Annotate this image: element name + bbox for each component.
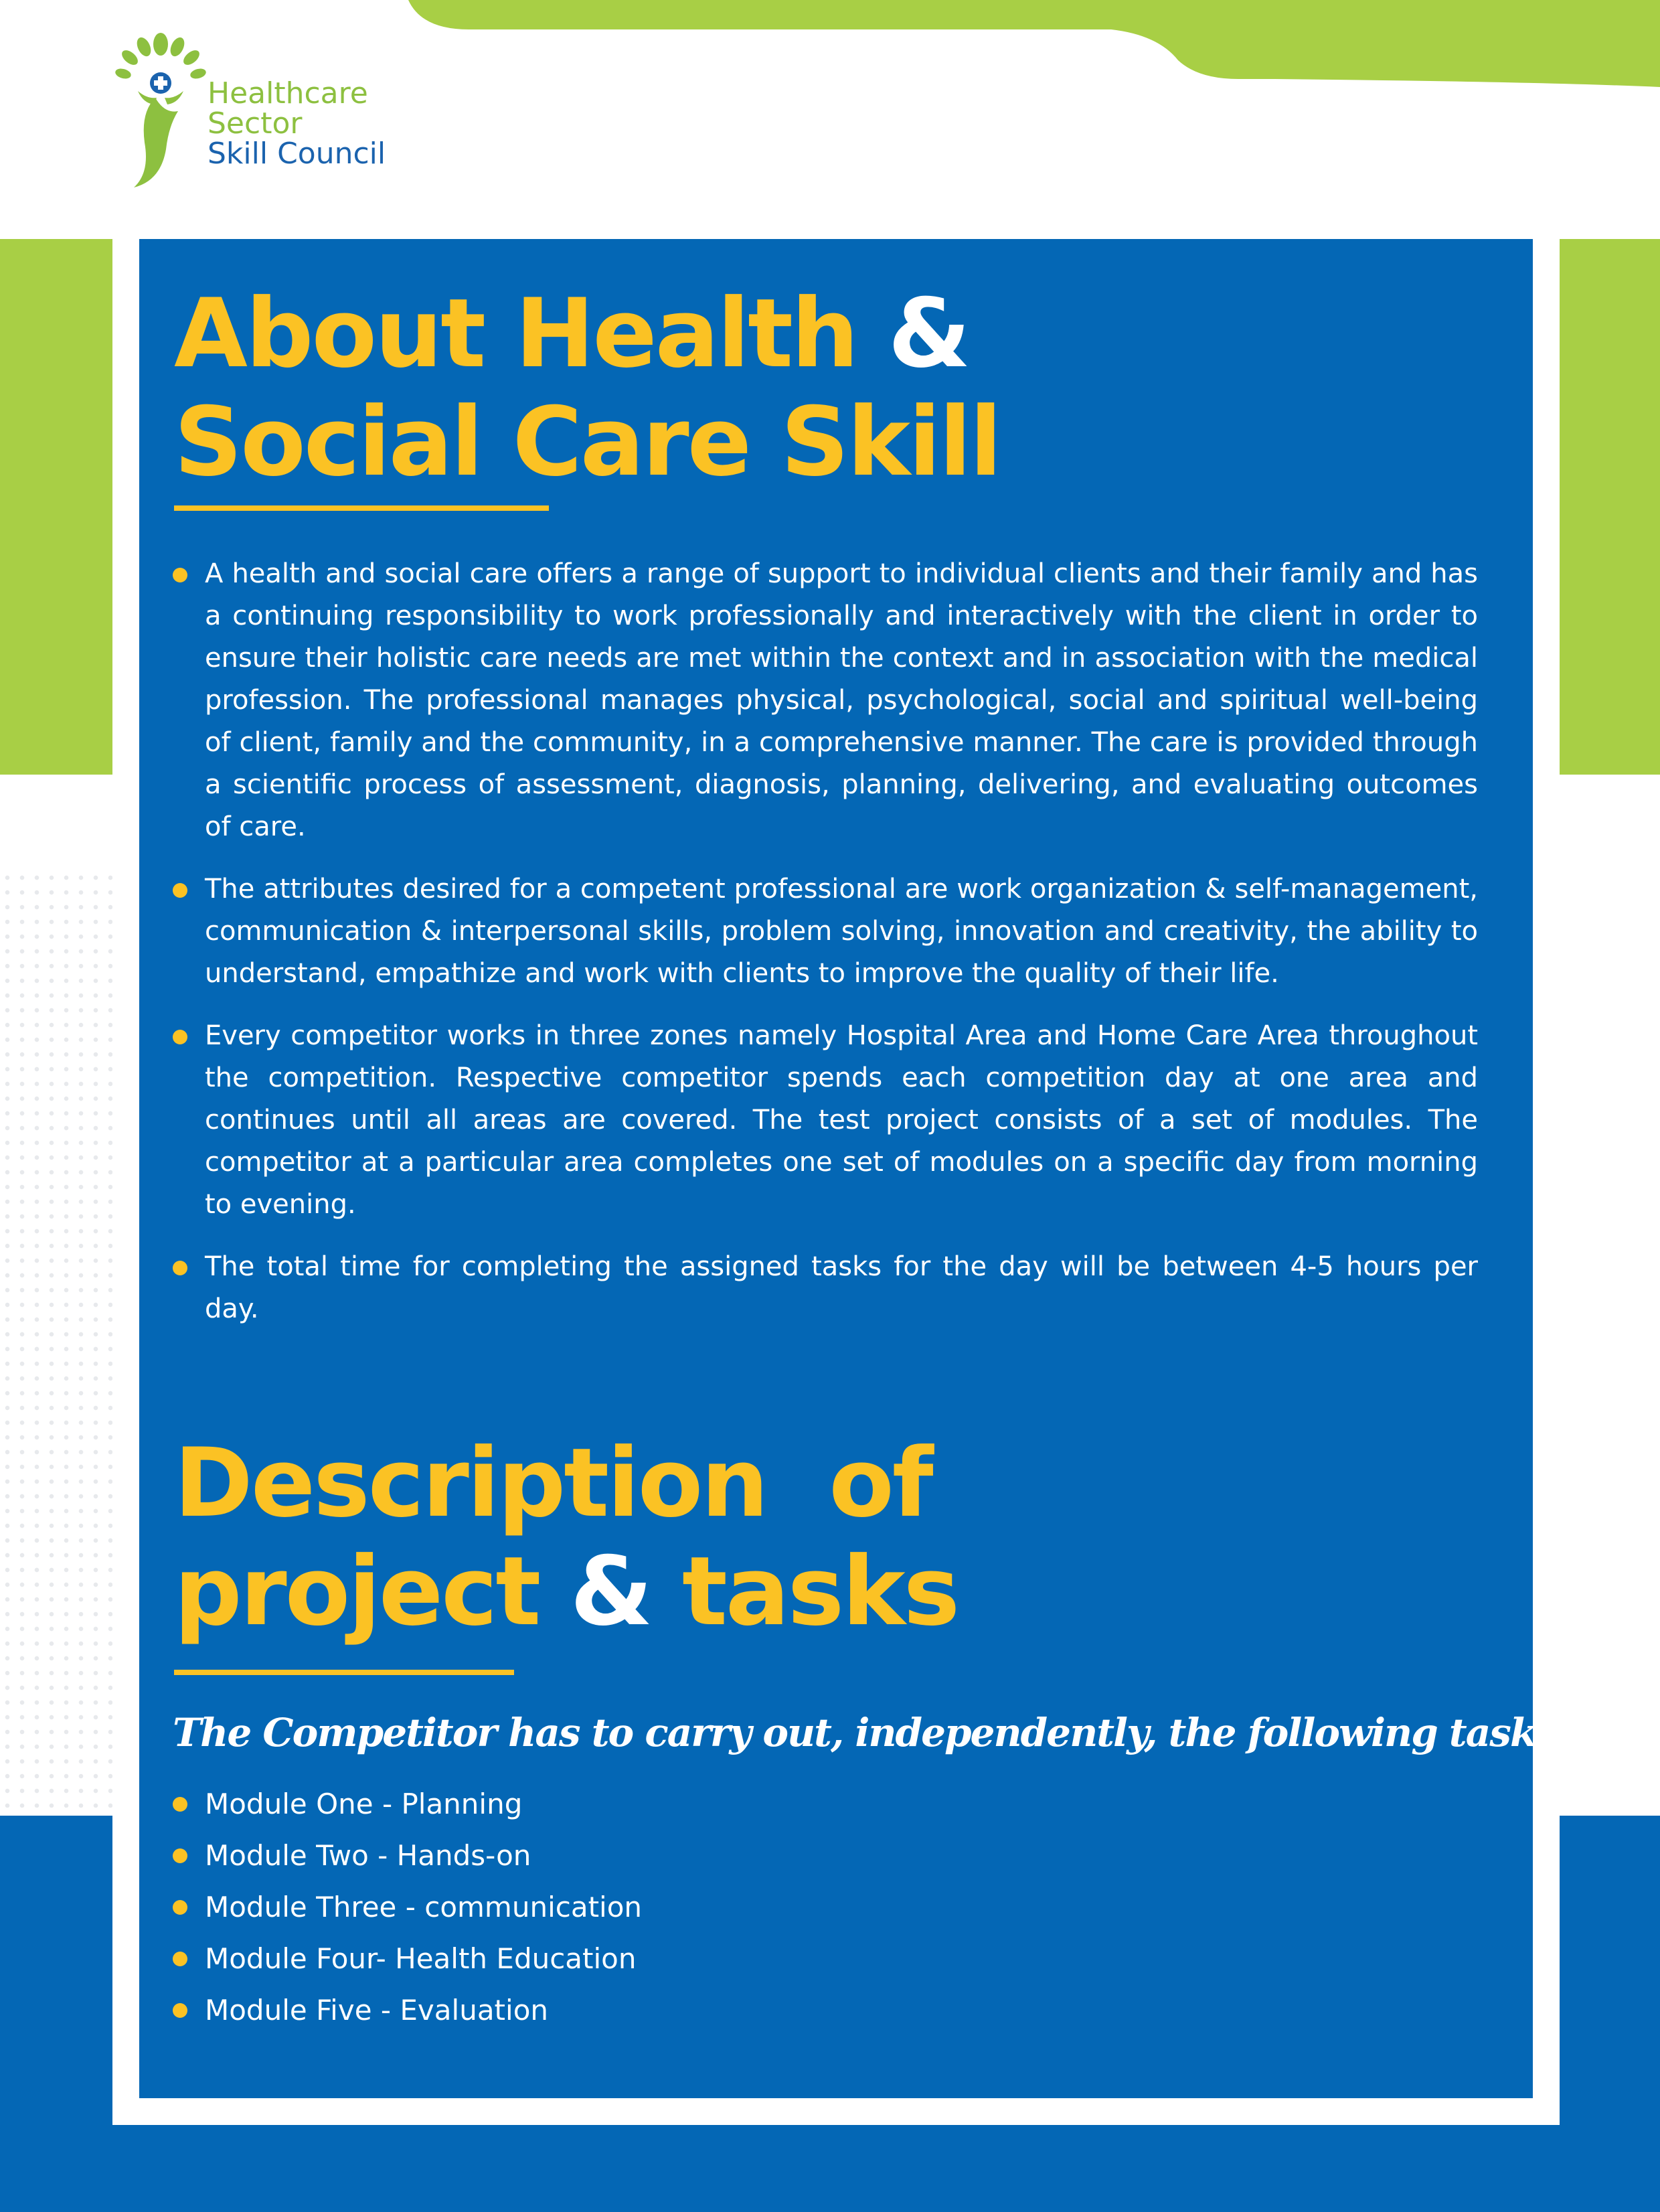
description-heading-amp: & [570, 1536, 651, 1647]
right-green-band [1560, 239, 1660, 775]
description-heading-part3: tasks [651, 1536, 959, 1647]
list-item: Every competitor works in three zones namely Hospital Area and Home Care Area throughout the competition. Respective competitor spends each competition day at one area and continues until all areas are covered. The test project consists of a set of modules. The competitor at a particular area completes one set of modules on a specific day from morning to evening. [173, 1015, 1478, 1226]
description-heading-part2: project [174, 1536, 570, 1647]
dot-pattern [0, 870, 112, 1808]
module-item: Module One - Planning [173, 1778, 1478, 1830]
logo [114, 32, 428, 193]
module-item: Module Five - Evaluation [173, 1984, 1478, 2036]
logo-line-healthcare: Healthcare [208, 76, 368, 110]
list-item: The total time for completing the assigned tasks for the day will be between 4-5 hours per day. [173, 1246, 1478, 1330]
about-heading-line2: Social Care Skill [174, 387, 1001, 497]
description-heading-underline [174, 1670, 514, 1675]
description-heading-line1: Description of [174, 1428, 932, 1538]
about-bullet-list [173, 553, 1478, 1350]
about-heading [174, 280, 1000, 497]
module-item: Module Three - communication [173, 1881, 1478, 1933]
tasks-intro: The Competitor has to carry out, independently, the following tasks: [173, 1710, 1570, 1755]
about-heading-amp: & [888, 279, 969, 389]
list-item: A health and social care offers a range of support to individual clients and their family and has a continuing responsibility to work professionally and interactively with the client in order to ensure their holistic care needs are met within the context and in association with the medical profession. The professional manages physical, psychological, social and spiritual well-being of client, family and the community, in a comprehensive manner. The care is provided through a scientific process of assessment, diagnosis, planning, delivering, and evaluating outcomes of care. [173, 553, 1478, 848]
list-item: The attributes desired for a competent professional are work organization & self-management, communication & interpersonal skills, problem solving, innovation and creativity, the ability to understand, empathize and work with clients to improve the quality of their life. [173, 868, 1478, 995]
logo-line-sector: Sector [208, 106, 303, 141]
logo-line-skill-council: Skill Council [208, 137, 386, 171]
about-heading-part1: About Health [174, 279, 888, 389]
left-green-band [0, 239, 112, 775]
description-heading [174, 1429, 958, 1646]
module-item: Module Two - Hands-on [173, 1830, 1478, 1881]
about-heading-underline [174, 505, 549, 511]
module-item: Module Four- Health Education [173, 1933, 1478, 1984]
module-list [173, 1778, 1478, 2036]
tree-person-icon [114, 32, 208, 193]
